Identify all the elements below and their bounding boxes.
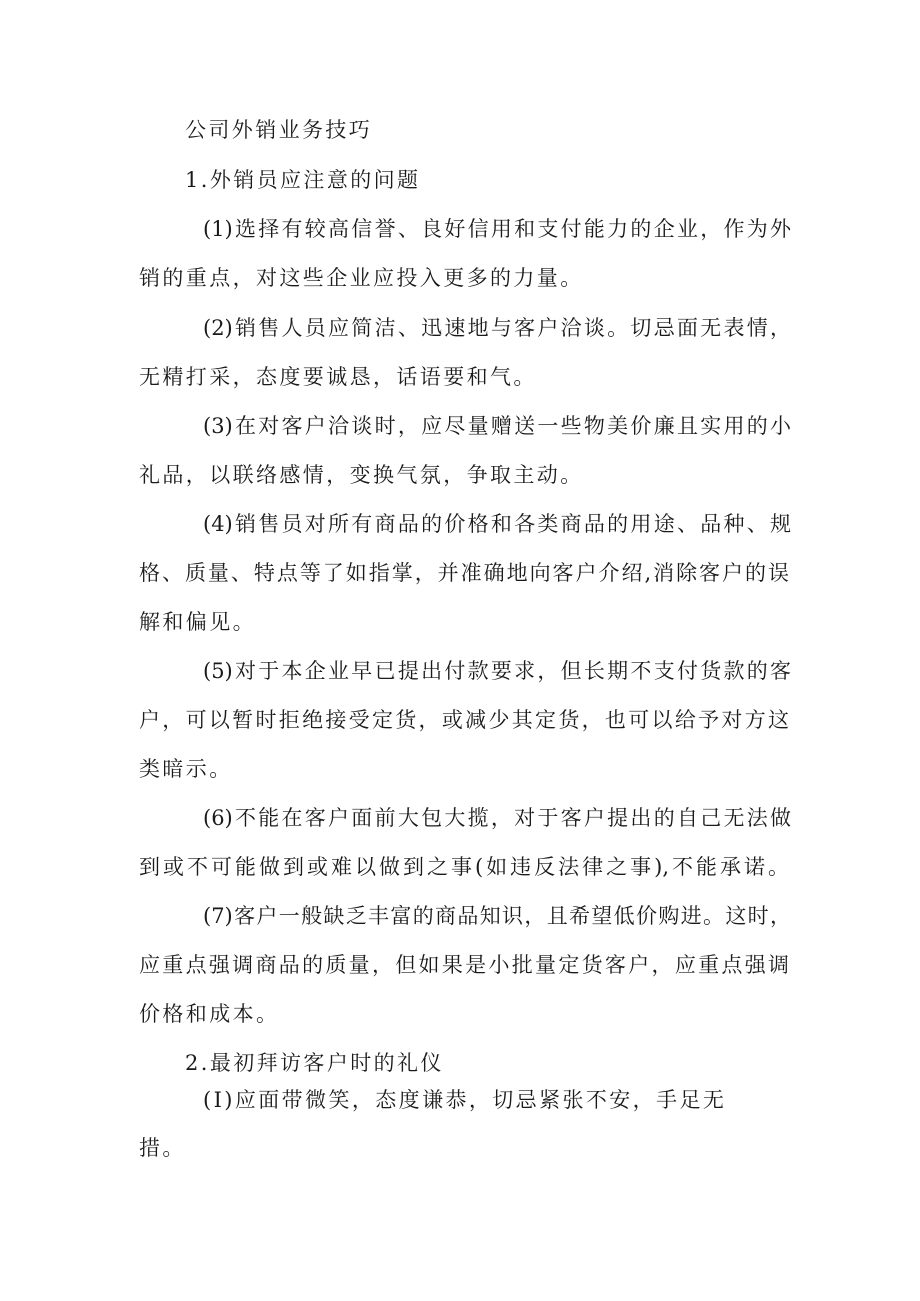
paragraph-line: 价格和成本。 xyxy=(139,1002,280,1026)
paragraph-line: 解和偏见。 xyxy=(139,610,256,634)
paragraph-line: 类暗示。 xyxy=(139,757,233,781)
paragraph-line: (I)应面带微笑，态度谦恭，切忌紧张不安，手足无 xyxy=(203,1088,727,1112)
paragraph-line: (7)客户一般缺乏丰富的商品知识，且希望低价购进。这时， xyxy=(203,904,791,928)
section-heading-2: 2.最初拜访客户时的礼仪 xyxy=(185,1051,444,1075)
paragraph-line: (5)对于本企业早已提出付款要求，但长期不支付货款的客 xyxy=(203,659,791,683)
paragraph-line: 措。 xyxy=(139,1136,186,1160)
paragraph-line: 到或不可能做到或难以做到之事(如违反法律之事),不能承诺。 xyxy=(139,855,789,879)
paragraph-line: (2)销售人员应简洁、迅速地与客户洽谈。切忌面无表情， xyxy=(203,316,791,340)
document-title: 公司外销业务技巧 xyxy=(185,118,373,142)
paragraph-line: (4)销售员对所有商品的价格和各类商品的用途、品种、规 xyxy=(203,512,791,536)
paragraph-line: 礼品，以联络感情，变换气氛，争取主动。 xyxy=(139,463,584,487)
paragraph-line: (6)不能在客户面前大包大揽，对于客户提出的自己无法做 xyxy=(203,806,791,830)
paragraph-line: 户，可以暂时拒绝接受定货，或减少其定货，也可以给予对方这 xyxy=(139,708,789,732)
paragraph-line: 销的重点，对这些企业应投入更多的力量。 xyxy=(139,266,584,290)
paragraph-line: (1)选择有较高信誉、良好信用和支付能力的企业，作为外 xyxy=(203,217,791,241)
paragraph-line: 格、质量、特点等了如指掌，并准确地向客户介绍,消除客户的误 xyxy=(139,561,789,585)
paragraph-line: (3)在对客户洽谈时，应尽量赠送一些物美价廉且实用的小 xyxy=(203,414,791,438)
section-heading-1: 1.外销员应注意的问题 xyxy=(185,168,421,192)
paragraph-line: 应重点强调商品的质量，但如果是小批量定货客户，应重点强调 xyxy=(139,953,789,977)
paragraph-line: 无精打采，态度要诚恳，话语要和气。 xyxy=(139,365,537,389)
